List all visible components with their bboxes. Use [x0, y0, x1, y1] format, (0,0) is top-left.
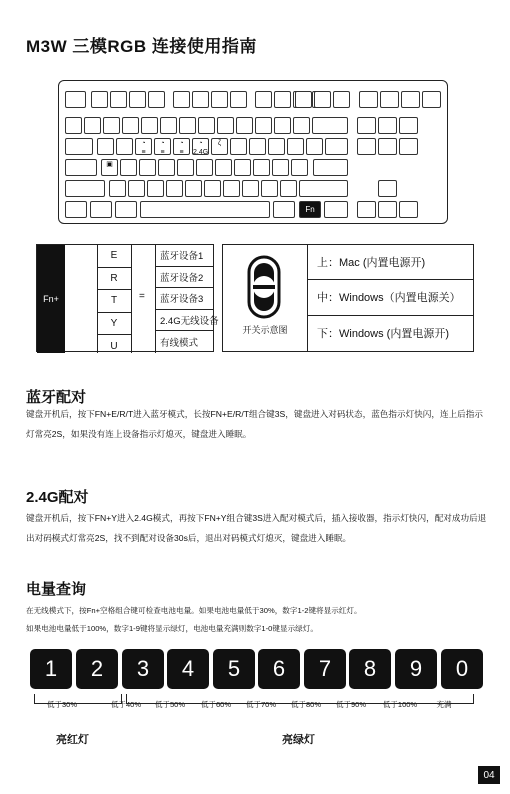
keyboard-key [158, 159, 175, 176]
keyboard-key [160, 117, 177, 134]
keyboard-key [274, 117, 291, 134]
wireless24-heading: 2.4G配对 [26, 489, 89, 506]
keyboard-key [196, 159, 213, 176]
keyboard-key [120, 159, 137, 176]
keyboard-key [109, 180, 126, 197]
keyboard-key [141, 117, 158, 134]
switch-caption: 开关示意图 [242, 325, 288, 335]
keyboard-key [255, 117, 272, 134]
keyboard-key [129, 91, 146, 108]
keyboard-key [273, 201, 295, 218]
keyboard-key [103, 117, 120, 134]
keyboard-key [242, 180, 259, 197]
battery-key-2: 2 [76, 649, 118, 689]
battery-level-label: 低于80% [290, 700, 321, 709]
cable-icon: ζ [217, 140, 222, 147]
keyboard-key [217, 117, 234, 134]
keyboard-key [140, 201, 270, 218]
keyboard-key [90, 201, 112, 218]
keyboard-key [380, 91, 399, 108]
keyboard-key [287, 138, 304, 155]
keyboard-key [65, 91, 86, 108]
fn-function: 有线模式 [160, 338, 199, 350]
keyboard-key [154, 138, 171, 155]
battery-key-6: 6 [258, 649, 300, 689]
fn-function: 蓝牙设备3 [156, 288, 214, 310]
keyboard-key [65, 117, 82, 134]
keyboard-key [211, 91, 228, 108]
keyboard-key [399, 138, 418, 155]
keyboard-key [177, 159, 194, 176]
keyboard-key [422, 91, 441, 108]
keyboard-key [378, 180, 397, 197]
switch-illustration [223, 245, 308, 351]
fn-key-letter: U [110, 340, 118, 352]
wireless24-text: 键盘开机后，按下FN+Y进入2.4G模式，再按下FN+Y组合键3S进入配对模式后，插入接收器，指示灯快闪，配对成功后退出对码模式灯常亮2S，找不到配对设备30s后，退出对码模式灯熄灭，键盘进入睡眠。 [26, 513, 487, 543]
keyboard-key [223, 180, 240, 197]
keyboard-key [192, 91, 209, 108]
keyboard-key [312, 117, 348, 134]
battery-key-4: 4 [167, 649, 209, 689]
switch-option-middle: 中：Windows（内置电源关） [307, 280, 473, 315]
keyboard-key [173, 138, 190, 155]
bluetooth-heading: 蓝牙配对 [26, 389, 87, 406]
keyboard-key [179, 117, 196, 134]
keyboard-key [84, 117, 101, 134]
red-bracket [34, 694, 122, 704]
keyboard-key [280, 180, 297, 197]
keyboard-key [399, 117, 418, 134]
keyboard-key [255, 91, 272, 108]
keyboard-key [333, 91, 350, 108]
keyboard-key [65, 159, 97, 176]
keyboard-key [101, 159, 118, 176]
keyboard-key [313, 159, 348, 176]
keyboard-key [65, 180, 105, 197]
keyboard-key [314, 91, 331, 108]
keyboard-key [378, 117, 397, 134]
keyboard-key [272, 159, 289, 176]
keyboard-key [295, 91, 312, 108]
power-switch-icon [223, 245, 307, 329]
battery-level-label: 低于100% [382, 700, 418, 709]
battery-key-1: 1 [30, 649, 72, 689]
switch-option-top: 上：Mac (内置电源开) [307, 245, 473, 280]
keyboard-key [249, 138, 266, 155]
fn-function: 蓝牙设备1 [156, 245, 214, 267]
green-bracket [126, 694, 474, 704]
keyboard-key [234, 159, 251, 176]
keyboard-key [128, 180, 145, 197]
keyboard-key [230, 91, 247, 108]
battery-level-label: 充满 [436, 700, 452, 709]
wireless-icon: ◔ 2.4G [193, 140, 209, 156]
fn-key-letter: R [97, 268, 131, 291]
keyboard-key [268, 138, 285, 155]
fn-table [36, 244, 219, 352]
keyboard-key [293, 117, 310, 134]
battery-icon: ▣ [106, 161, 113, 168]
keyboard-key [211, 138, 228, 155]
keyboard-key [253, 159, 270, 176]
keyboard-key [192, 138, 209, 155]
keyboard-key [236, 117, 253, 134]
keyboard-key [116, 138, 133, 155]
wireless-icon: ◔ ≡ [179, 140, 184, 156]
battery-line-1: 在无线模式下，按Fn+空格组合键可检查电池电量。如果电池电量低于30%，数字1-2键将显示红灯。 [26, 606, 362, 615]
wireless-icon: ◔ ≡ [160, 140, 165, 156]
keyboard-key [135, 138, 152, 155]
red-group-label: 亮红灯 [56, 734, 89, 746]
keyboard-key [198, 117, 215, 134]
battery-level-label: 低于40% [110, 700, 141, 709]
battery-key-0: 0 [441, 649, 483, 689]
keyboard-key [399, 201, 418, 218]
keyboard-key [324, 201, 348, 218]
bluetooth-text: 键盘开机后，按下FN+E/R/T进入蓝牙模式，长按FN+E/R/T组合键3S，键盘进入对码状态，蓝色指示灯快闪，连上后指示灯常亮2S，如果没有连上设备指示灯熄灭，键盘进入睡眠。 [26, 409, 483, 439]
battery-heading: 电量查询 [26, 581, 87, 598]
keyboard-key [299, 180, 348, 197]
keyboard-key [401, 91, 420, 108]
keyboard-key [291, 159, 308, 176]
fn-function: 2.4G无线设备 [156, 310, 214, 332]
keyboard-key [65, 138, 93, 155]
keyboard-key [65, 201, 87, 218]
keyboard-key [378, 138, 397, 155]
page-number: 04 [478, 766, 500, 784]
keyboard-key [110, 91, 127, 108]
keyboard-key [115, 201, 137, 218]
battery-key-3: 3 [122, 649, 164, 689]
green-group-label: 亮绿灯 [282, 734, 315, 746]
battery-line-2: 如果电池电量低于100%，数字1-9键将显示绿灯，电池电量充满则数字1-0键显示绿灯。 [26, 624, 318, 633]
fn-key-letter: E [97, 245, 131, 268]
keyboard-key [306, 138, 323, 155]
keyboard-key [378, 201, 397, 218]
keyboard-key [173, 91, 190, 108]
keyboard-key [274, 91, 291, 108]
keyboard-key [325, 138, 348, 155]
keyboard-key [357, 138, 376, 155]
battery-level-label: 低于60% [200, 700, 231, 709]
fn-function-column [155, 245, 219, 353]
keyboard-key [215, 159, 232, 176]
keyboard-key [230, 138, 247, 155]
fn-key-letter: T [97, 290, 131, 313]
keyboard-key [91, 91, 108, 108]
fn-key-letter: Y [97, 313, 131, 336]
keyboard-key [359, 91, 378, 108]
equals-sign: = [139, 291, 145, 302]
keyboard-key [261, 180, 278, 197]
battery-level-label: 低于30% [46, 700, 77, 709]
battery-key-5: 5 [213, 649, 255, 689]
keyboard-key [357, 117, 376, 134]
keyboard-key [139, 159, 156, 176]
switch-option-bottom: 下：Windows (内置电源开) [317, 328, 450, 341]
keyboard-key [97, 138, 114, 155]
battery-level-label: 低于50% [154, 700, 185, 709]
keyboard-key [166, 180, 183, 197]
keyboard-diagram [58, 80, 448, 224]
battery-key-7: 7 [304, 649, 346, 689]
battery-key-9: 9 [395, 649, 437, 689]
fn-letter-column [97, 245, 131, 357]
fn-key: Fn [299, 201, 321, 218]
fn-label: Fn+ [37, 245, 65, 353]
battery-level-label: 低于70% [245, 700, 276, 709]
page-title: M3W 三模RGB 连接使用指南 [26, 37, 257, 56]
keyboard-key [148, 91, 165, 108]
keyboard-key [357, 201, 376, 218]
keyboard-key [185, 180, 202, 197]
switch-diagram [222, 244, 474, 352]
wireless-icon: ◔ ≡ [141, 140, 146, 156]
battery-key-8: 8 [349, 649, 391, 689]
battery-level-label: 低于90% [335, 700, 366, 709]
fn-function: 蓝牙设备2 [156, 267, 214, 289]
keyboard-key [147, 180, 164, 197]
keyboard-key [204, 180, 221, 197]
keyboard-key [122, 117, 139, 134]
